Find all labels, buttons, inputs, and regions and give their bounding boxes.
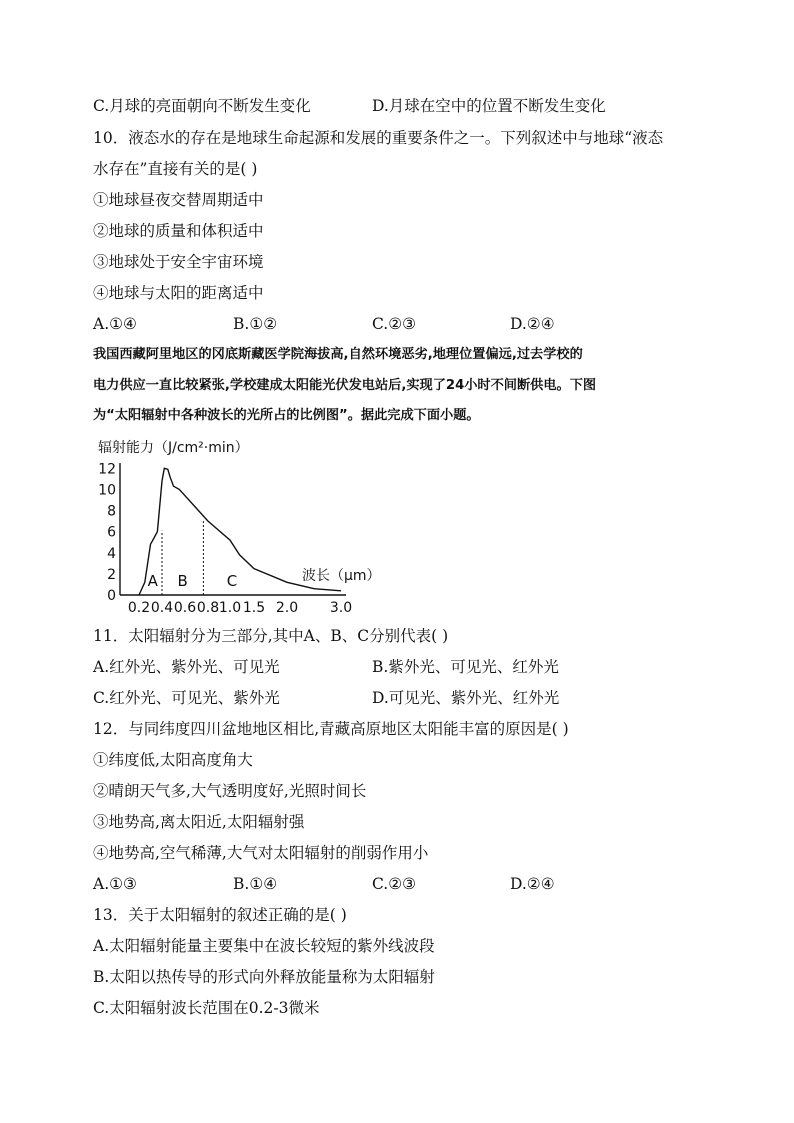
x-tick-label: 0.2 <box>127 600 151 616</box>
region-label: C <box>226 572 238 590</box>
q11-stem: 11．太阳辐射分为三部分,其中A、B、C分别代表( ) <box>93 627 449 645</box>
q10-option-a: A.①④ <box>93 315 137 333</box>
y-tick-label: 10 <box>98 482 116 499</box>
q12-item-4: ④地势高,空气稀薄,大气对太阳辐射的削弱作用小 <box>93 844 429 862</box>
q10-item-1: ①地球昼夜交替周期适中 <box>93 191 264 209</box>
x-tick-label: 0.4 <box>150 600 174 616</box>
y-tick-label: 8 <box>107 503 116 520</box>
x-tick-label: 3.0 <box>329 600 353 616</box>
q12-option-a: A.①③ <box>93 875 137 893</box>
solar-radiation-chart <box>88 432 381 618</box>
y-tick-label: 0 <box>107 588 116 604</box>
q11-option-c: C.红外光、可见光、紫外光 <box>93 689 280 707</box>
q9-option-d: D.月球在空中的位置不断发生变化 <box>372 97 606 115</box>
q13-stem: 13．关于太阳辐射的叙述正确的是( ) <box>93 906 347 924</box>
region-label: A <box>147 572 158 590</box>
q10-item-2: ②地球的质量和体积适中 <box>93 222 264 240</box>
x-tick-label: 0.8 <box>196 600 220 616</box>
x-axis-label: 波长（μm） <box>302 568 381 584</box>
q10-item-3: ③地球处于安全宇宙环境 <box>93 253 264 271</box>
q9-option-c: C.月球的亮面朝向不断发生变化 <box>93 97 311 115</box>
x-tick-label: 1.5 <box>242 600 266 616</box>
y-tick-label: 4 <box>107 545 116 562</box>
q12-item-3: ③地势高,离太阳近,太阳辐射强 <box>93 813 305 831</box>
q10-stem-line1: 10．液态水的存在是地球生命起源和发展的重要条件之一。下列叙述中与地球“液态 <box>93 129 664 147</box>
y-tick-label: 2 <box>107 566 116 583</box>
q13-option-b: B.太阳以热传导的形式向外释放能量称为太阳辐射 <box>93 968 435 986</box>
q12-option-d: D.②④ <box>510 875 555 893</box>
q12-item-2: ②晴朗天气多,大气透明度好,光照时间长 <box>93 782 367 800</box>
x-tick-label: 0.6 <box>173 600 197 616</box>
q13-option-c: C.太阳辐射波长范围在0.2-3微米 <box>93 999 320 1017</box>
x-tick-label: 1.0 <box>218 600 242 616</box>
q11-option-d: D.可见光、紫外光、红外光 <box>372 689 560 707</box>
passage-line2: 电力供应一直比较紧张,学校建成太阳能光伏发电站后,实现了24小时不间断供电。下图 <box>93 378 597 393</box>
y-axis-label: 辐射能力（J/cm²·min） <box>98 440 249 456</box>
q10-stem-line2: 水存在”直接有关的是( ) <box>93 160 258 178</box>
q10-item-4: ④地球与太阳的距离适中 <box>93 284 264 302</box>
q11-option-b: B.紫外光、可见光、红外光 <box>372 658 559 676</box>
q12-option-c: C.②③ <box>372 875 417 893</box>
q12-stem: 12．与同纬度四川盆地地区相比,青藏高原地区太阳能丰富的原因是( ) <box>93 720 569 738</box>
region-label: B <box>177 572 188 590</box>
y-tick-label: 6 <box>107 524 116 541</box>
x-tick-label: 2.0 <box>275 600 299 616</box>
q11-option-a: A.红外光、紫外光、可见光 <box>93 658 280 676</box>
y-tick-label: 12 <box>98 461 116 478</box>
q10-option-c: C.②③ <box>372 315 417 333</box>
passage-line3: 为“太阳辐射中各种波长的光所占的比例图”。据此完成下面小题。 <box>93 408 480 423</box>
q12-option-b: B.①④ <box>233 875 278 893</box>
passage-line1: 我国西藏阿里地区的冈底斯藏医学院海拔高,自然环境恶劣,地理位置偏远,过去学校的 <box>93 347 583 362</box>
q12-item-1: ①纬度低,太阳高度角大 <box>93 751 253 769</box>
q13-option-a: A.太阳辐射能量主要集中在波长较短的紫外线波段 <box>93 937 435 955</box>
q10-option-d: D.②④ <box>510 315 555 333</box>
q10-option-b: B.①② <box>233 315 278 333</box>
